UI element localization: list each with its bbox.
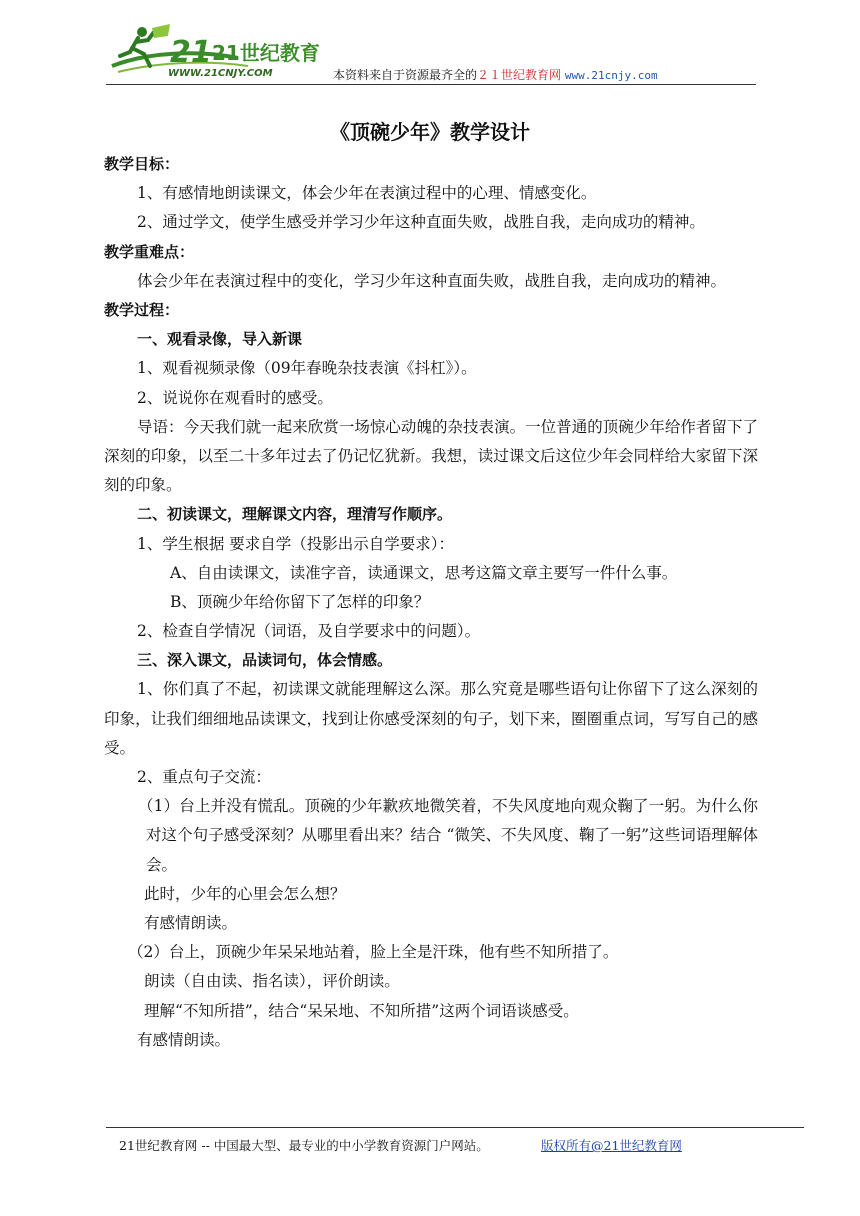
part2-item-2: 2、检查自学情况（词语，及自学要求中的问题）。 bbox=[137, 622, 481, 641]
part1-intro-paragraph: 导语：今天我们就一起来欣赏一场惊心动魄的杂技表演。一位普通的顶碗少年给作者留下了深刻的印象，以至二十多年过去了仍记忆犹新。我想，读过课文后这位少年会同样给大家留下深刻的印象。 bbox=[104, 417, 758, 495]
sentence-1: （1）台上并没有慌乱。顶碗的少年歉疚地微笑着，不失风度地向观众鞠了一躬。为什么你对这个句子感受深刻？从哪里看出来？结合 “微笑、不失风度、鞠了一躬”这些词语理解体会。 bbox=[138, 797, 758, 874]
part3-item-2: 2、重点句子交流： bbox=[137, 768, 271, 787]
goal-item-1: 1、有感情地朗读课文，体会少年在表演过程中的心理、情感变化。 bbox=[137, 184, 597, 203]
part3-item-1: 1、你们真了不起，初读课文就能理解这么深。那么究竟是哪些语句让你留下了这么深刻的印象，让我们细细地品读课文，找到让你感受深刻的句子，划下来，圈圈重点词，写写自己的感受。 bbox=[104, 680, 758, 757]
source-url-link[interactable]: www.21cnjy.com bbox=[564, 69, 658, 82]
logo-url: WWW.21CNJY.COM bbox=[168, 68, 273, 79]
footer-divider bbox=[106, 1127, 804, 1128]
part2-item-1-a: A、自由读课文，读准字音，读通课文，思考这篇文章主要写一件什么事。 bbox=[170, 563, 678, 582]
site-logo[interactable] bbox=[108, 22, 320, 84]
part3-heading: 三、深入课文，品读词句，体会情感。 bbox=[137, 651, 393, 670]
footer-copyright-link[interactable]: 版权所有@21世纪教育网 bbox=[541, 1138, 682, 1153]
sentence-1-question: 此时，少年的心里会怎么想？ bbox=[144, 884, 346, 903]
part1-item-1: 1、观看视频录像（09年春晚杂技表演《抖杠》）。 bbox=[137, 359, 477, 378]
header-source-note bbox=[333, 66, 658, 83]
svg-text:21: 21 bbox=[170, 35, 212, 70]
sentence-2: （2）台上，顶碗少年呆呆地站着，脸上全是汗珠，他有些不知所措了。 bbox=[128, 943, 619, 962]
part1-item-2: 2、说说你在观看时的感受。 bbox=[137, 388, 333, 407]
part1-heading: 一、观看录像，导入新课 bbox=[137, 330, 303, 349]
document-body bbox=[104, 150, 758, 1055]
part2-item-1-b: B、顶碗少年给你留下了怎样的印象？ bbox=[170, 592, 430, 611]
running-man-logo-icon bbox=[108, 22, 320, 84]
sentence-1-read: 有感情朗读。 bbox=[144, 914, 238, 933]
key-points-heading: 教学重难点： bbox=[104, 242, 195, 261]
sentence-2-read-again: 有感情朗读。 bbox=[137, 1030, 231, 1049]
source-brand-link[interactable]: ２１世纪教育网 bbox=[477, 68, 562, 82]
document-title: 《顶碗少年》教学设计 bbox=[330, 120, 530, 144]
key-points-text: 体会少年在表演过程中的变化，学习少年这种直面失败，战胜自我，走向成功的精神。 bbox=[137, 271, 727, 290]
process-heading: 教学过程： bbox=[104, 300, 180, 319]
part2-heading: 二、初读课文，理解课文内容，理清写作顺序。 bbox=[137, 505, 453, 524]
part2-item-1: 1、学生根据 要求自学（投影出示自学要求）： bbox=[137, 534, 455, 553]
sentence-2-understand: 理解“不知所措”，结合“呆呆地、不知所措”这两个词语谈感受。 bbox=[144, 1001, 579, 1020]
footer-text: 21世纪教育网 -- 中国最大型、最专业的中小学教育资源门户网站。 bbox=[119, 1138, 489, 1153]
source-prefix: 本资料来自于资源最齐全的 bbox=[333, 68, 478, 82]
sentence-2-read: 朗读（自由读、指名读），评价朗读。 bbox=[144, 972, 400, 991]
header-divider bbox=[106, 84, 756, 85]
goals-heading: 教学目标： bbox=[104, 155, 180, 173]
logo-text: 21世纪教育 bbox=[212, 41, 320, 65]
goal-item-2: 2、通过学文，使学生感受并学习少年这种直面失败，战胜自我，走向成功的精神。 bbox=[137, 213, 705, 232]
